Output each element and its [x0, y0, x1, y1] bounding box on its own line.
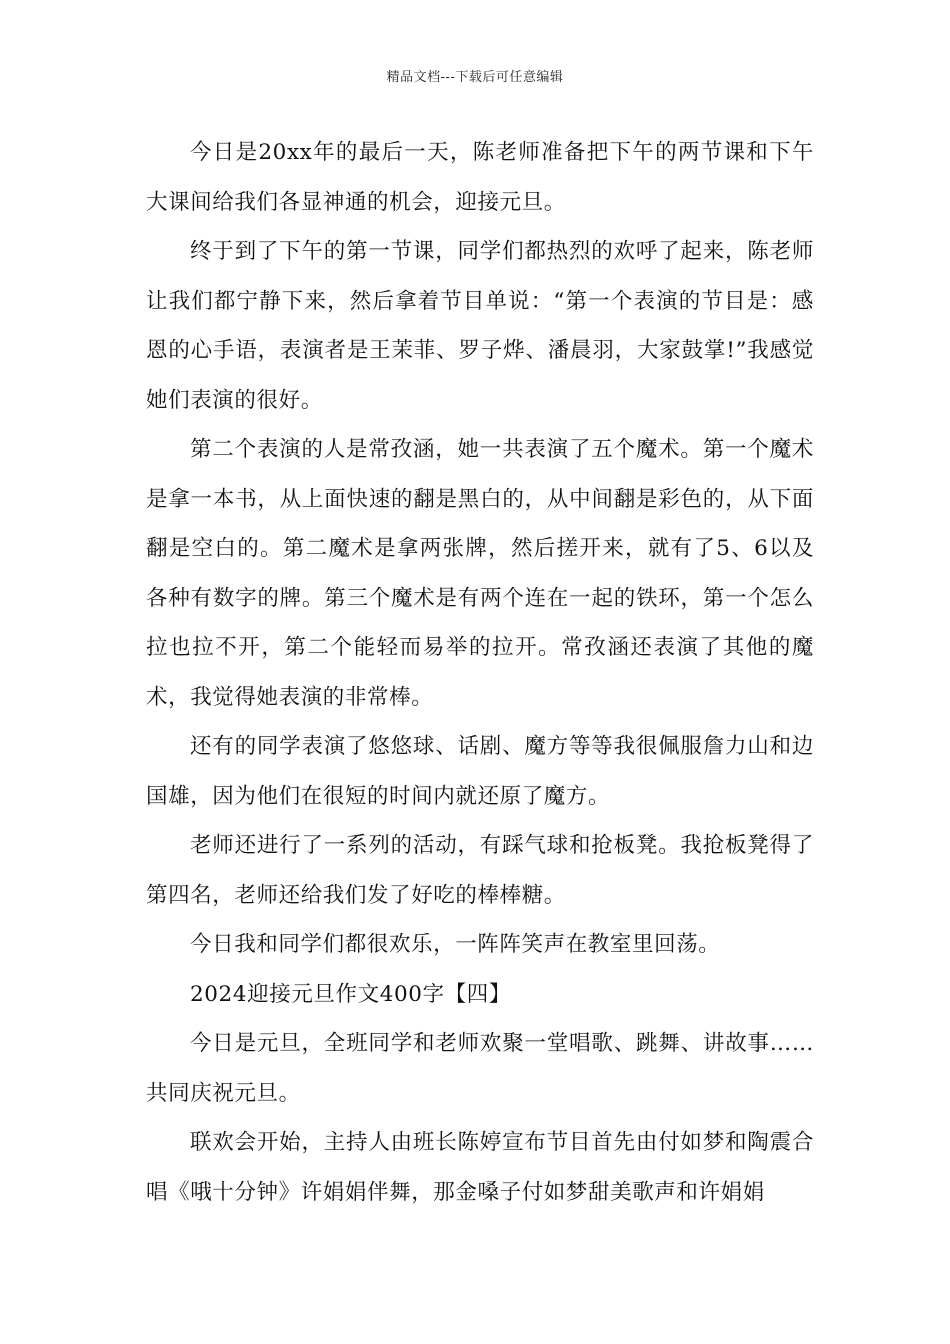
page-header: 精品文档---下载后可任意编辑	[386, 70, 564, 85]
paragraph-6: 今日我和同学们都很欢乐，一阵阵笑声在教室里回荡。	[190, 932, 721, 957]
paragraph-1: 今日是20xx年的最后一天，陈老师准备把下午的两节课和下午大课间给我们各显神通的机会，迎接元旦。	[146, 140, 814, 215]
paragraph-7: 今日是元旦，全班同学和老师欢聚一堂唱歌、跳舞、讲故事……共同庆祝元旦。	[146, 1031, 814, 1106]
article-body	[146, 128, 814, 1217]
paragraph-3: 第二个表演的人是常孜涵，她一共表演了五个魔术。第一个魔术是拿一本书，从上面快速的翻是黑白的，从中间翻是彩色的，从下面翻是空白的。第二魔术是拿两张牌，然后搓开来，就有了5、6以及各种有数字的牌。第三个魔术是有两个连在一起的铁环，第一个怎么拉也拉不开，第二个能轻而易举的拉开。常孜涵还表演了其他的魔术，我觉得她表演的非常棒。	[146, 437, 814, 710]
paragraph-2: 终于到了下午的第一节课，同学们都热烈的欢呼了起来，陈老师让我们都宁静下来，然后拿着节目单说：“第一个表演的节目是：感恩的心手语，表演者是王茉菲、罗子烨、潘晨羽，大家鼓掌!”我感觉她们表演的很好。	[146, 239, 814, 413]
paragraph-5: 老师还进行了一系列的活动，有踩气球和抢板凳。我抢板凳得了第四名，老师还给我们发了好吃的棒棒糖。	[146, 833, 814, 908]
paragraph-4: 还有的同学表演了悠悠球、话剧、魔方等等我很佩服詹力山和边国雄，因为他们在很短的时间内就还原了魔方。	[146, 734, 814, 809]
paragraph-8: 联欢会开始，主持人由班长陈婷宣布节目首先由付如梦和陶震合唱《哦十分钟》许娟娟伴舞，那金嗓子付如梦甜美歌声和许娟娟	[146, 1130, 814, 1205]
section-heading: 2024迎接元旦作文400字【四】	[190, 981, 511, 1007]
